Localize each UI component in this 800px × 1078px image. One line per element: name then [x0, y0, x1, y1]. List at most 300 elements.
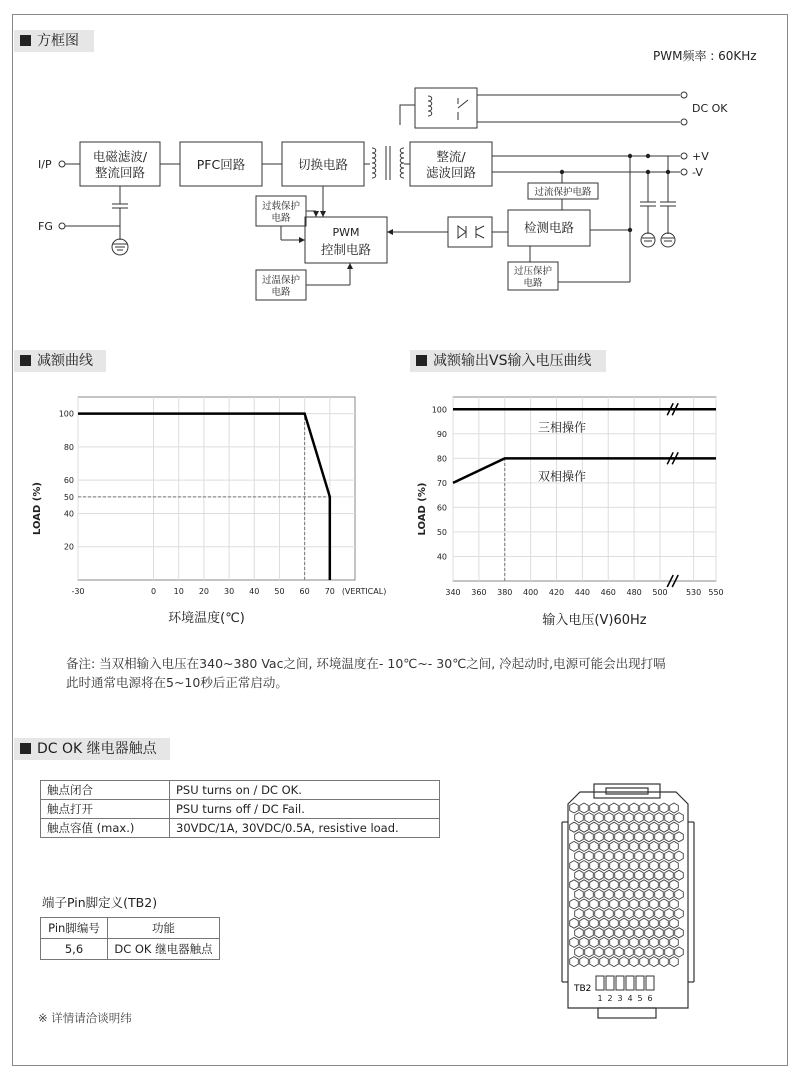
vent-hole: [645, 832, 654, 842]
x-tick-label: -30: [71, 587, 85, 596]
vent-hole: [595, 832, 604, 842]
table-row: [41, 819, 440, 838]
x-tick-label: 440: [574, 588, 591, 597]
olp-label-2: 电路: [271, 213, 291, 224]
tb2-label: TB2: [574, 984, 592, 994]
pin-col-header: Pin脚编号: [41, 918, 108, 939]
relay-coil-icon: [428, 96, 432, 116]
vent-hole: [615, 889, 624, 899]
vent-hole: [620, 861, 629, 871]
vent-hole: [605, 870, 614, 880]
note-text: [66, 654, 746, 692]
dcok-label: 触点闭合: [41, 781, 170, 800]
vent-hole: [575, 909, 584, 919]
vent-hole: [635, 813, 644, 823]
vent-hole: [665, 832, 674, 842]
vent-hole: [660, 803, 669, 813]
ocp-label: 过流保护电路: [534, 187, 592, 198]
note-line-1: 备注: 当双相输入电压在340~380 Vac之间, 环境温度在- 10℃~- 30℃之间, 冷起动时,电源可能会出现打嗝: [66, 656, 666, 671]
vent-hole: [645, 889, 654, 899]
vent-hole: [630, 841, 639, 851]
terminal: [636, 976, 644, 990]
ovp-label-1: 过压保护: [513, 266, 553, 277]
vent-hole: [670, 880, 679, 890]
table-row: [41, 781, 440, 800]
vent-hole: [610, 841, 619, 851]
y-tick-label: 100: [431, 405, 447, 415]
vent-hole: [575, 870, 584, 880]
vent-hole: [570, 822, 579, 832]
vent-hole: [590, 803, 599, 813]
vent-hole: [655, 928, 664, 938]
vent-hole: [585, 870, 594, 880]
pwm-label-1: PWM: [332, 226, 360, 239]
vent-hole: [590, 918, 599, 928]
vent-hole: [670, 803, 679, 813]
table-row: [41, 918, 220, 939]
x-tick-label: 60: [299, 587, 310, 596]
vent-hole: [570, 937, 579, 947]
vent-hole: [605, 813, 614, 823]
x-tick-label: 400: [522, 588, 539, 597]
otp-label-2: 电路: [271, 287, 291, 298]
terminal-number: 3: [617, 994, 623, 1003]
dcok-value: PSU turns off / DC Fail.: [170, 800, 440, 819]
vent-hole: [670, 937, 679, 947]
vent-hole: [650, 937, 659, 947]
table-row: [41, 800, 440, 819]
vent-hole: [595, 928, 604, 938]
vent-hole: [570, 899, 579, 909]
vent-hole: [625, 832, 634, 842]
vent-hole: [595, 813, 604, 823]
vent-hole: [660, 841, 669, 851]
vent-hole: [620, 822, 629, 832]
vent-hole: [605, 947, 614, 957]
vent-hole: [585, 813, 594, 823]
vent-hole: [630, 822, 639, 832]
vent-hole: [585, 947, 594, 957]
vent-hole: [655, 851, 664, 861]
terminal: [616, 976, 624, 990]
vent-hole: [635, 832, 644, 842]
section-header-dcok: DC OK 继电器触点: [14, 738, 170, 760]
vent-hole: [620, 880, 629, 890]
vent-hole: [675, 832, 684, 842]
vent-hole: [585, 909, 594, 919]
square-bullet-icon: [20, 743, 31, 754]
vent-hole: [595, 947, 604, 957]
vent-hole: [585, 851, 594, 861]
otp-label-1: 过温保护: [261, 275, 301, 286]
vent-hole: [615, 832, 624, 842]
vent-hole: [620, 803, 629, 813]
vent-hole: [625, 909, 634, 919]
x-tick-label: 530: [685, 588, 702, 597]
table-row: [41, 939, 220, 960]
vent-hole: [615, 909, 624, 919]
vent-hole: [640, 803, 649, 813]
y-axis-label: LOAD (%): [32, 482, 43, 535]
vent-hole: [620, 841, 629, 851]
dcok-value: 30VDC/1A, 30VDC/0.5A, resistive load.: [170, 819, 440, 838]
series-label: 三相操作: [537, 420, 587, 435]
vent-hole: [600, 803, 609, 813]
vent-hole: [640, 899, 649, 909]
vent-hole: [675, 947, 684, 957]
vent-hole: [575, 928, 584, 938]
vent-hole: [590, 880, 599, 890]
vent-hole: [640, 822, 649, 832]
vent-hole: [570, 880, 579, 890]
vent-hole: [585, 889, 594, 899]
vent-hole: [635, 947, 644, 957]
vent-hole: [675, 851, 684, 861]
vent-hole: [640, 880, 649, 890]
vent-hole: [625, 813, 634, 823]
pin-table: [40, 917, 220, 960]
vent-hole: [625, 889, 634, 899]
vent-hole: [650, 880, 659, 890]
vent-hole: [670, 822, 679, 832]
vent-hole: [580, 880, 589, 890]
x-tick-label: 50: [274, 587, 285, 596]
detect-label: 检测电路: [523, 220, 575, 235]
emi-label-2: 整流回路: [94, 165, 146, 180]
vent-hole: [575, 889, 584, 899]
y-tick-label: 50: [436, 527, 447, 537]
vent-hole: [645, 909, 654, 919]
footer-note: ※ 详情请洽谈明纬: [38, 1011, 132, 1025]
pwm-frequency: PWM频率 : 60KHz: [653, 49, 757, 63]
vent-hole: [600, 957, 609, 967]
vent-hole: [635, 870, 644, 880]
vent-hole: [575, 813, 584, 823]
ovp-label-2: 电路: [523, 278, 543, 289]
vent-hole: [595, 889, 604, 899]
x-extra-label: (VERTICAL): [341, 587, 387, 596]
block-diagram: [0, 0, 800, 310]
vent-hole: [570, 803, 579, 813]
vent-hole: [600, 822, 609, 832]
vent-hole: [630, 803, 639, 813]
y-tick-label: 70: [436, 478, 447, 488]
x-tick-label: 30: [223, 587, 235, 596]
vent-hole: [605, 851, 614, 861]
vent-hole: [610, 937, 619, 947]
vent-hole: [570, 861, 579, 871]
x-tick-label: 420: [548, 588, 565, 597]
vent-hole: [645, 928, 654, 938]
x-tick-label: 460: [600, 588, 616, 597]
vent-hole: [570, 841, 579, 851]
vent-hole: [575, 851, 584, 861]
rect-label-2: 滤波回路: [425, 165, 477, 180]
y-tick-label: 60: [436, 503, 447, 513]
x-tick-label: 20: [198, 587, 210, 596]
vent-hole: [630, 937, 639, 947]
vent-hole: [615, 928, 624, 938]
vent-hole: [620, 899, 629, 909]
vent-hole: [640, 841, 649, 851]
vent-hole: [590, 937, 599, 947]
switch-label: 切换电路: [297, 157, 349, 172]
vent-hole: [620, 957, 629, 967]
vent-hole: [605, 909, 614, 919]
vent-hole: [580, 861, 589, 871]
vent-hole: [665, 889, 674, 899]
vent-hole: [585, 832, 594, 842]
vent-hole: [580, 899, 589, 909]
vent-hole: [605, 832, 614, 842]
pin-function: DC OK 继电器触点: [108, 939, 220, 960]
vent-hole: [635, 928, 644, 938]
vent-hole: [675, 813, 684, 823]
vent-hole: [655, 870, 664, 880]
vent-hole: [595, 909, 604, 919]
vent-hole: [645, 851, 654, 861]
square-bullet-icon: [20, 355, 31, 366]
vent-hole: [670, 918, 679, 928]
vent-hole: [595, 870, 604, 880]
emi-label-1: 电磁滤波/: [92, 149, 148, 164]
vent-hole: [665, 928, 674, 938]
vent-hole: [610, 861, 619, 871]
vent-hole: [580, 841, 589, 851]
dcok-table: [40, 780, 440, 838]
vent-hole: [595, 851, 604, 861]
vent-hole: [650, 803, 659, 813]
transformer-icon: [372, 148, 376, 178]
optocoupler-block: [448, 217, 492, 247]
vent-hole: [645, 813, 654, 823]
vent-hole: [580, 957, 589, 967]
y-tick-label: 90: [436, 429, 447, 439]
x-tick-label: 0: [150, 587, 157, 596]
vent-hole: [670, 957, 679, 967]
vent-hole: [580, 803, 589, 813]
y-tick-label: 20: [63, 542, 74, 552]
x-tick-label: 500: [652, 588, 668, 597]
vent-hole: [665, 909, 674, 919]
vent-hole: [610, 957, 619, 967]
vent-hole: [635, 889, 644, 899]
vent-hole: [590, 899, 599, 909]
vent-hole: [670, 841, 679, 851]
pwm-label-2: 控制电路: [320, 242, 372, 257]
vent-hole: [610, 918, 619, 928]
square-bullet-icon: [416, 355, 427, 366]
derating-voltage-chart: [400, 375, 800, 635]
func-col-header: 功能: [108, 918, 220, 939]
vent-hole: [570, 918, 579, 928]
vent-hole: [630, 957, 639, 967]
plot-area: [78, 397, 355, 580]
x-tick-label: 380: [497, 588, 513, 597]
vent-hole: [625, 870, 634, 880]
vent-hole: [575, 947, 584, 957]
vent-hole: [640, 861, 649, 871]
device-clip: [594, 784, 660, 798]
vent-hole: [655, 889, 664, 899]
vent-hole: [600, 899, 609, 909]
vent-hole: [675, 909, 684, 919]
vent-hole: [640, 918, 649, 928]
section-header-derating: 减额曲线: [14, 350, 106, 372]
y-tick-label: 40: [436, 552, 447, 562]
x-tick-label: 70: [324, 587, 335, 596]
vent-hole: [660, 937, 669, 947]
vent-hole: [660, 861, 669, 871]
series-label: 双相操作: [537, 469, 587, 484]
y-tick-label: 60: [63, 476, 74, 486]
vent-hole: [675, 928, 684, 938]
vent-hole: [650, 822, 659, 832]
terminal: [626, 976, 634, 990]
y-tick-label: 80: [436, 454, 447, 464]
vent-hole: [670, 899, 679, 909]
rect-label-1: 整流/: [436, 149, 466, 164]
vent-hole: [605, 889, 614, 899]
vent-hole: [575, 832, 584, 842]
terminal: [596, 976, 604, 990]
x-tick-label: 550: [708, 588, 724, 597]
relay-box: [415, 88, 477, 128]
vent-hole: [610, 822, 619, 832]
device-drawing: [558, 782, 698, 1022]
vent-hole: [650, 899, 659, 909]
terminal-block: [596, 976, 654, 1003]
vent-hole: [625, 851, 634, 861]
vent-hole: [600, 918, 609, 928]
vent-hole: [615, 947, 624, 957]
vent-hole: [615, 870, 624, 880]
vent-hole: [640, 957, 649, 967]
vent-hole: [600, 880, 609, 890]
x-tick-label: 480: [626, 588, 642, 597]
vent-hole: [665, 947, 674, 957]
vent-hole: [645, 870, 654, 880]
vent-hole: [615, 813, 624, 823]
vent-hole: [660, 918, 669, 928]
vent-hole: [655, 813, 664, 823]
dc-ok-label: DC OK: [692, 102, 728, 115]
vent-hole: [675, 889, 684, 899]
pin-def-title: 端子Pin脚定义(TB2): [42, 895, 158, 910]
vent-hole: [630, 899, 639, 909]
vent-hole: [655, 832, 664, 842]
section-header-block: 方框图: [14, 30, 94, 52]
y-tick-label: 80: [63, 442, 74, 452]
vent-hole: [630, 861, 639, 871]
vent-hole: [635, 909, 644, 919]
vent-hole: [640, 937, 649, 947]
note-line-2: 此时通常电源将在5~10秒后正常启动。: [66, 675, 288, 690]
minus-v-label: -V: [692, 166, 703, 179]
vent-hole: [665, 813, 674, 823]
dcok-label: 触点容值 (max.): [41, 819, 170, 838]
vent-hole: [630, 918, 639, 928]
vent-hole: [570, 957, 579, 967]
x-tick-label: 10: [173, 587, 184, 596]
vent-hole: [610, 880, 619, 890]
vent-hole: [610, 899, 619, 909]
vent-hole: [580, 937, 589, 947]
terminal-number: 4: [627, 994, 633, 1003]
vent-hole: [660, 899, 669, 909]
vent-hole: [600, 937, 609, 947]
derating-temperature-chart: [0, 375, 400, 635]
ip-label: I/P: [38, 158, 52, 171]
vent-hole: [610, 803, 619, 813]
terminal-number: 2: [607, 994, 613, 1003]
vent-hole: [650, 957, 659, 967]
vent-hole: [670, 861, 679, 871]
vent-hole: [605, 928, 614, 938]
vent-hole: [630, 880, 639, 890]
pin-number: 5,6: [41, 939, 108, 960]
vent-hole: [620, 918, 629, 928]
dcok-label: 触点打开: [41, 800, 170, 819]
plus-v-label: +V: [692, 150, 709, 163]
pfc-label: PFC回路: [196, 157, 246, 172]
vent-hole: [660, 957, 669, 967]
vent-hole: [590, 822, 599, 832]
vent-hole: [665, 851, 674, 861]
olp-label-1: 过载保护: [261, 201, 301, 212]
terminal: [646, 976, 654, 990]
vent-hole: [590, 861, 599, 871]
vent-hole: [660, 822, 669, 832]
vent-hole: [635, 851, 644, 861]
vent-hole: [650, 861, 659, 871]
x-tick-label: 340: [445, 588, 461, 597]
vent-hole: [655, 909, 664, 919]
y-tick-label: 100: [58, 409, 74, 419]
vent-hole: [580, 822, 589, 832]
terminal-number: 1: [597, 994, 603, 1003]
vent-hole: [625, 947, 634, 957]
vent-hole: [600, 861, 609, 871]
vent-hole: [585, 928, 594, 938]
vent-hole: [650, 841, 659, 851]
vent-hole: [655, 947, 664, 957]
vent-hole: [645, 947, 654, 957]
vent-hole: [675, 870, 684, 880]
y-axis-label: LOAD (%): [417, 482, 428, 536]
vent-hole: [620, 937, 629, 947]
vent-hole: [625, 928, 634, 938]
vent-hole: [600, 841, 609, 851]
x-tick-label: 360: [471, 588, 487, 597]
terminal-number: 5: [637, 994, 643, 1003]
vent-hole: [665, 870, 674, 880]
y-tick-label: 50: [63, 492, 74, 502]
vent-hole: [580, 918, 589, 928]
terminal-number: 6: [647, 994, 653, 1003]
vent-hole: [650, 918, 659, 928]
ventilation-hex-grid: [570, 803, 684, 967]
vent-hole: [590, 841, 599, 851]
dcok-value: PSU turns on / DC OK.: [170, 781, 440, 800]
vent-hole: [615, 851, 624, 861]
x-axis-label: 输入电压(V)60Hz: [542, 613, 647, 628]
section-header-derating-vs: 减额输出VS输入电压曲线: [410, 350, 606, 372]
fg-label: FG: [38, 220, 53, 233]
vent-hole: [590, 957, 599, 967]
vent-hole: [660, 880, 669, 890]
x-tick-label: 40: [249, 587, 260, 596]
